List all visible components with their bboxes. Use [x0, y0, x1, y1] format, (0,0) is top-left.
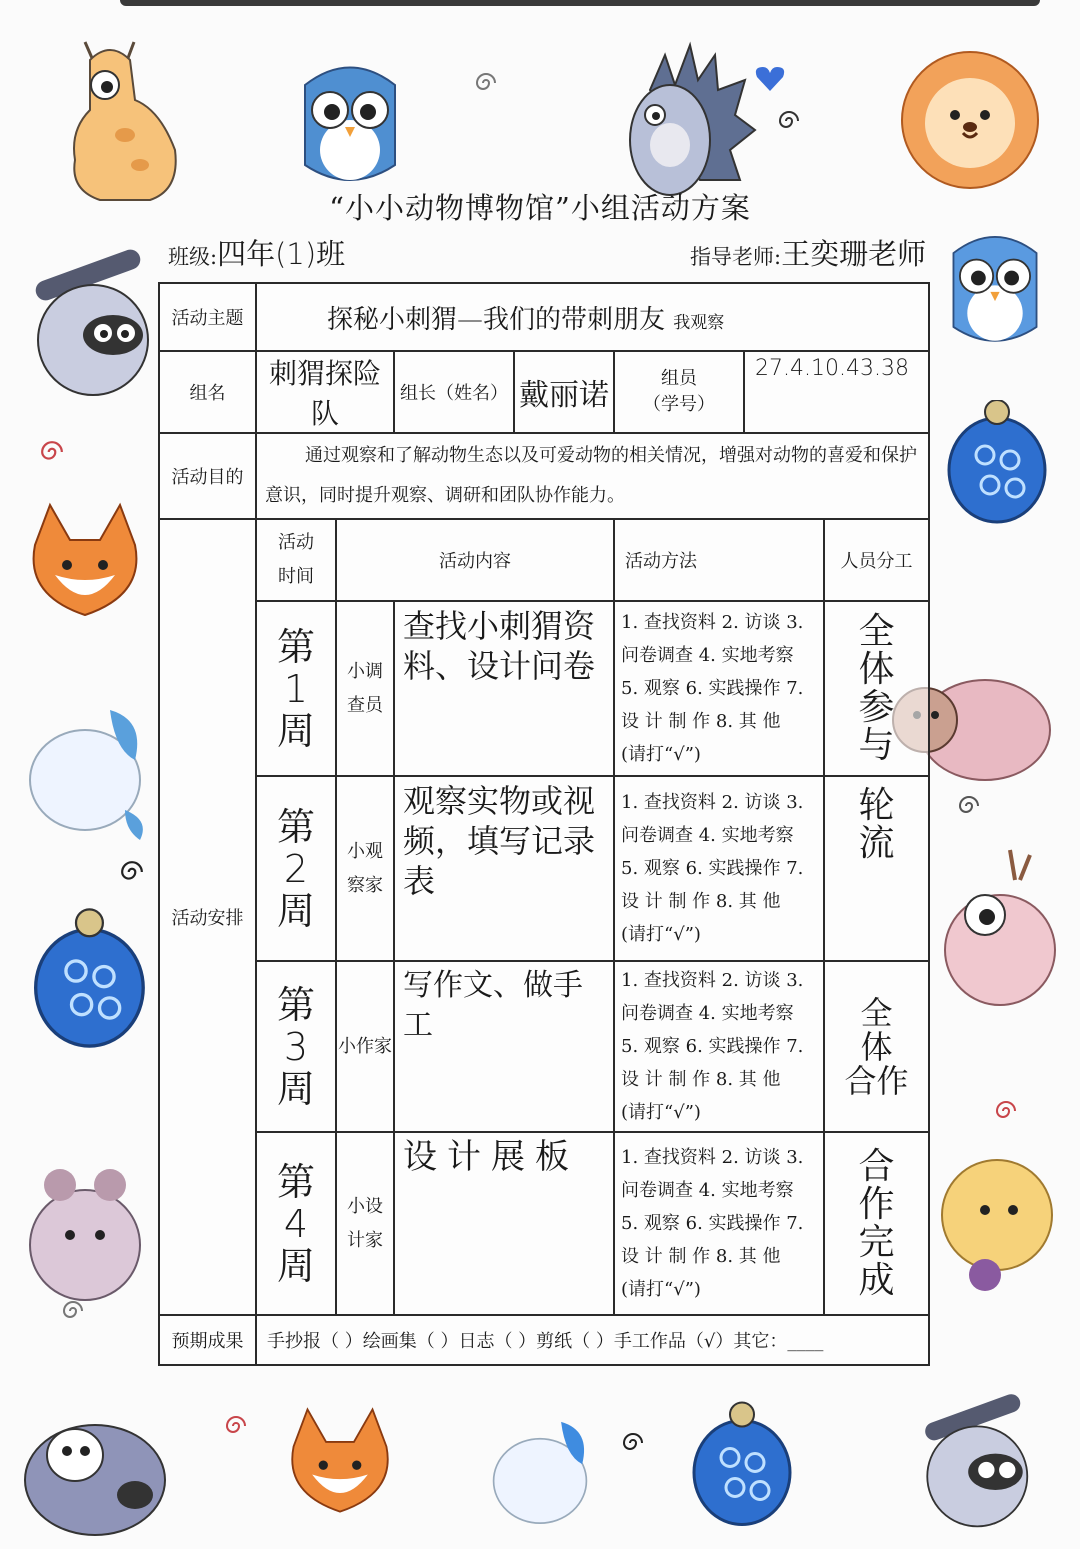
staff-cell: 合 作 完 成	[824, 1132, 929, 1315]
sheep-icon	[935, 1135, 1060, 1300]
swirl-icon	[225, 1415, 247, 1437]
theme-value	[256, 283, 929, 351]
raccoon-icon	[18, 245, 163, 410]
teacher-value: 王奕珊老师	[781, 237, 927, 271]
theme-text: 探秘小刺猬—我们的带刺朋友	[327, 304, 666, 335]
schedule-row-3	[159, 961, 929, 1132]
result-value: 手抄报（ ）绘画集（ ）日志（ ）剪纸（ ）手工作品（√）其它：____	[256, 1315, 929, 1365]
members-label-1: 组员	[661, 368, 697, 389]
content-cell: 写作文、做手工	[394, 961, 614, 1132]
turtle-icon	[935, 400, 1060, 535]
schedule-label: 活动安排	[159, 519, 256, 1315]
group-label: 组名	[159, 351, 256, 433]
col-time-2: 时间	[278, 566, 314, 587]
owl-icon	[935, 225, 1055, 355]
members-value: 27.4.10.43.38	[744, 351, 929, 433]
swirl-icon	[40, 440, 64, 464]
week-cell: 第 3 周	[256, 961, 336, 1132]
purpose-value: 通过观察和了解动物生态以及可爱动物的相关情况，增强对动物的喜爱和保护意识，同时提升观察、调研和团队协作能力。	[256, 433, 929, 519]
staff-cell: 全 体 合作	[824, 961, 929, 1132]
staff-cell: 全 体 参 与	[824, 601, 929, 776]
col-time-1: 活动	[278, 532, 314, 553]
content-cell: 查找小刺猬资料、设计问卷	[394, 601, 614, 776]
swirl-icon	[958, 795, 980, 817]
staff-cell: 轮 流	[824, 776, 929, 961]
week-cell: 第 2 周	[256, 776, 336, 961]
theme-label: 活动主题	[159, 283, 256, 351]
role-cell: 小调 查员	[336, 601, 394, 776]
schedule-row-1	[159, 601, 929, 776]
role-cell: 小观 察家	[336, 776, 394, 961]
owl-icon	[285, 55, 415, 195]
content-cell: 观察实物或视频，填写记录表	[394, 776, 614, 961]
content-cell: 设计展板	[394, 1132, 614, 1315]
top-edge-bar	[120, 0, 1040, 6]
turtle-icon	[20, 905, 160, 1065]
group-value: 刺猬探险队	[256, 351, 394, 433]
turtle-icon	[680, 1400, 805, 1540]
plan-table	[158, 282, 930, 1366]
col-time-header	[256, 519, 336, 601]
schedule-row-4	[159, 1132, 929, 1315]
role-cell: 小设 计家	[336, 1132, 394, 1315]
hedgehog-icon	[610, 30, 760, 205]
fox-icon	[275, 1390, 405, 1545]
method-cell: 1. 查找资料 2. 访谈 3. 问卷调查 4. 实地考察 5. 观察 6. 实践操作 7. 设 计 制 作 8. 其 他 (请打“√”)	[614, 961, 824, 1132]
method-cell: 1. 查找资料 2. 访谈 3. 问卷调查 4. 实地考察 5. 观察 6. 实践操作 7. 设 计 制 作 8. 其 他 (请打“√”)	[614, 776, 824, 961]
method-cell: 1. 查找资料 2. 访谈 3. 问卷调查 4. 实地考察 5. 观察 6. 实践操作 7. 设 计 制 作 8. 其 他 (请打“√”)	[614, 601, 824, 776]
swirl-icon	[622, 1432, 644, 1454]
col-method-header: 活动方法	[614, 519, 824, 601]
swirl-icon	[62, 1300, 84, 1322]
swirl-icon	[475, 72, 497, 94]
week-cell: 第 4 周	[256, 1132, 336, 1315]
swirl-icon	[778, 110, 800, 132]
teacher-label: 指导老师:	[690, 245, 782, 269]
swirl-icon	[120, 860, 144, 884]
leader-label: 组长（姓名）	[394, 351, 514, 433]
lion-icon	[895, 45, 1045, 195]
purpose-label: 活动目的	[159, 433, 256, 519]
col-content-header: 活动内容	[336, 519, 614, 601]
class-info	[168, 232, 345, 273]
class-value: 四年(1)班	[217, 237, 346, 271]
teacher-info	[690, 232, 926, 273]
class-label: 班级:	[168, 245, 218, 269]
raccoon-icon	[15, 1395, 175, 1540]
members-label	[614, 351, 744, 433]
result-label: 预期成果	[159, 1315, 256, 1365]
members-label-2: （学号）	[643, 394, 715, 415]
raccoon-icon	[895, 1390, 1055, 1540]
col-staff-header: 人员分工	[824, 519, 929, 601]
week-cell: 第 1 周	[256, 601, 336, 776]
bear-icon	[20, 1155, 150, 1305]
page-title: “小小动物博物馆”小组活动方案	[329, 191, 751, 225]
schedule-row-2	[159, 776, 929, 961]
leader-value: 戴丽诺	[514, 351, 614, 433]
giraffe-icon	[30, 40, 190, 210]
method-cell: 1. 查找资料 2. 访谈 3. 问卷调查 4. 实地考察 5. 观察 6. 实践操作 7. 设 计 制 作 8. 其 他 (请打“√”)	[614, 1132, 824, 1315]
role-cell: 小作家	[336, 961, 394, 1132]
deer-icon	[930, 840, 1060, 1015]
heart-icon	[755, 65, 785, 93]
theme-suffix: 我观察	[673, 312, 725, 333]
bird-icon	[15, 690, 155, 850]
bird-icon	[470, 1405, 610, 1540]
fox-icon	[15, 485, 155, 650]
swirl-icon	[995, 1100, 1017, 1122]
